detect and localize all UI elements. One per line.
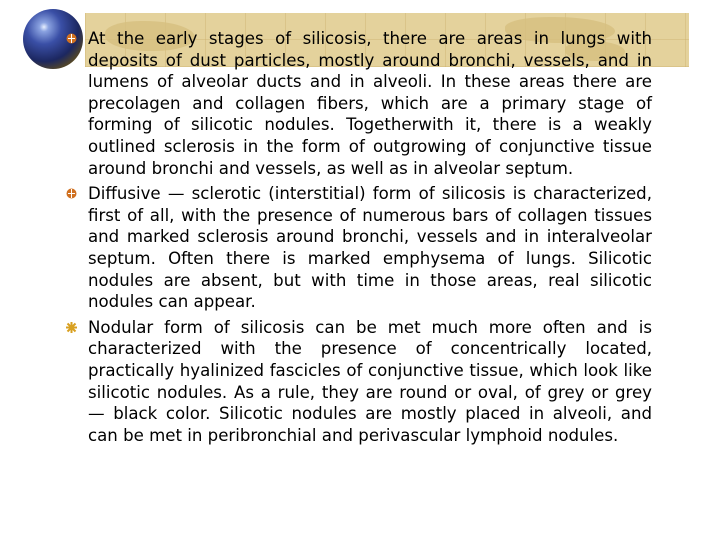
star-bullet-icon xyxy=(66,322,77,333)
bullet-text: Nodular form of silicosis can be met much more often and is characterized with the presence of concentrically located, practically hyalinized fascicles of conjunctive tissue, which look like silicotic nodules. As a rule, they are round or oval, of grey or grey — black color. Silicotic nodules are mostly placed in alveoli, and can be met in peribronchial and perivascular lymphoid nodules. xyxy=(88,317,652,445)
bullet-item xyxy=(88,317,652,447)
bullet-text: At the early stages of silicosis, there are areas in lungs with deposits of dust particles, mostly around bronchi, vessels, and in lumens of alveolar ducts and in alveoli. In these areas there are precolagen and collagen fibers, which are a primary stage of forming of silicotic nodules. Togetherwith it, there is a weakly outlined sclerosis in the form of outgrowing of conjunctive tissue around bronchi and vessels, as well as in alveolar septum. xyxy=(88,29,652,178)
bullet-item xyxy=(88,28,652,179)
bullet-text: Diffusive — sclerotic (interstitial) form of silicosis is characterized, first of all, with the presence of numerous bars of collagen tissues and marked sclerosis around bronchi, vessels and in interalveolar septum. Often there is marked emphysema of lungs. Silicotic nodules are absent, but with time in those areas, real silicotic nodules can appear. xyxy=(88,184,652,312)
circle-bullet-icon xyxy=(66,188,77,199)
slide-content xyxy=(88,28,652,450)
circle-bullet-icon xyxy=(66,33,77,44)
bullet-item xyxy=(88,183,652,313)
